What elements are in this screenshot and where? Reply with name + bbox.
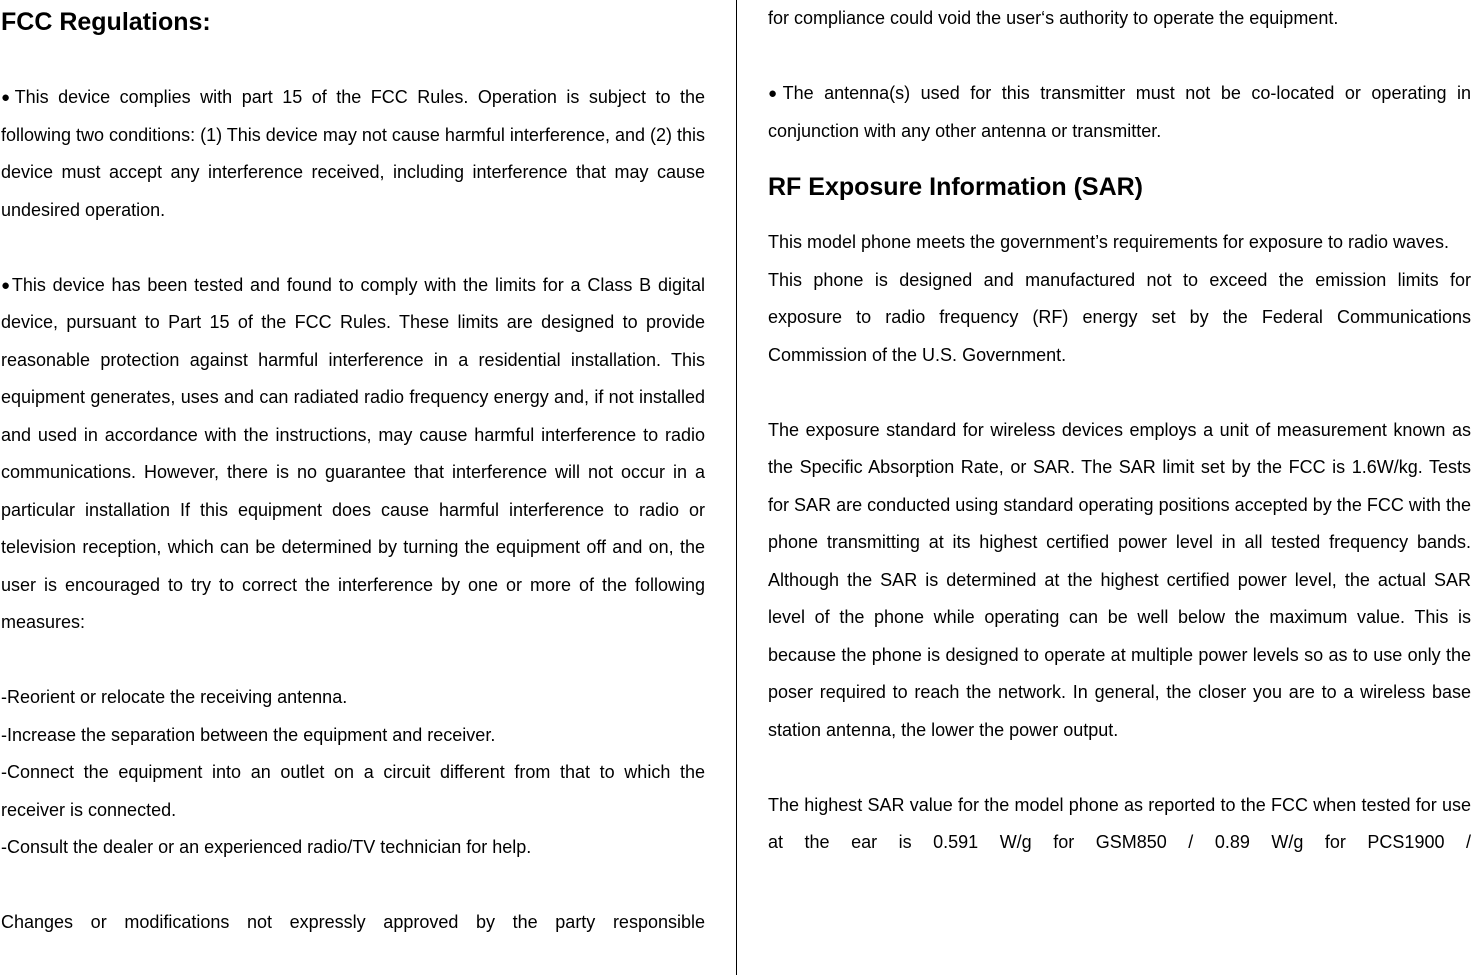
- bullet-part15-conditions: [1, 79, 705, 229]
- bullet-text: The antenna(s) used for this transmitter must not be co-located or operating in conjunction with any other antenna or transmitter.: [768, 83, 1471, 141]
- changes-paragraph: Changes or modifications not expressly approved by the party responsible: [1, 912, 705, 932]
- sar-paragraph-highest-value: The highest SAR value for the model phone as reported to the FCC when tested for use at the ear is 0.591 W/g for GSM850 / 0.89 W/g for PCS1900 /: [768, 794, 1471, 852]
- measure-item: -Consult the dealer or an experienced radio/TV technician for help.: [1, 837, 532, 857]
- compliance-continuation: for compliance could void the user‘s authority to operate the equipment.: [768, 8, 1339, 28]
- fcc-regulations-heading: FCC Regulations:: [1, 8, 211, 36]
- bullet-text: This device complies with part 15 of the FCC Rules. Operation is subject to the following two conditions: (1) This device may not cause harmful interference, and (2) this device must accept any interference received, including interference that may cause undesired operation.: [1, 87, 706, 220]
- bullet-class-b-limits: [1, 267, 705, 642]
- left-column: [1, 0, 705, 942]
- measure-item: -Connect the equipment into an outlet on a circuit different from that to which the receiver is connected.: [1, 762, 705, 820]
- column-divider: [736, 0, 737, 975]
- bullet-text: This device has been tested and found to comply with the limits for a Class B digital device, pursuant to Part 15 of the FCC Rules. These limits are designed to provide reasonable protection against harmful interference in a residential installation. This equipment generates, uses and can radiated radio frequency energy and, if not installed and used in accordance with the instructions, may cause harmful interference to radio communications. However, there is no guarantee that interference will not occur in a particular installation If this equipment does cause harmful interference to radio or television reception, which can be determined by turning the equipment off and on, the user is encouraged to try to correct the interference by one or more of the following measures:: [1, 274, 706, 632]
- sar-paragraph-standard: The exposure standard for wireless devices employs a unit of measurement known as the Specific Absorption Rate, or SAR. The SAR limit set by the FCC is 1.6W/kg. Tests for SAR are conducted using standard operating positions accepted by the FCC with the phone transmitting at its highest certified power level in all tested frequency bands. Although the SAR is determined at the highest certified power level, the actual SAR level of the phone while operating can be well below the maximum value. This is because the phone is designed to operate at multiple power levels so as to use only the poser required to reach the network. In general, the closer you are to a wireless base station antenna, the lower the power output.: [768, 419, 1471, 740]
- bullet-antenna-colocation: [768, 75, 1471, 150]
- measure-item: -Increase the separation between the equipment and receiver.: [1, 724, 496, 745]
- measure-item: -Reorient or relocate the receiving antenna.: [1, 687, 348, 707]
- sar-paragraph-requirements: This model phone meets the government’s requirements for exposure to radio waves.: [768, 232, 1450, 252]
- sar-paragraph-limits: This phone is designed and manufactured not to exceed the emission limits for exposure to radio frequency (RF) energy set by the Federal Communications Commission of the U.S. Government.: [768, 269, 1471, 365]
- right-column: [768, 0, 1471, 862]
- rf-exposure-heading: RF Exposure Information (SAR): [768, 173, 1144, 201]
